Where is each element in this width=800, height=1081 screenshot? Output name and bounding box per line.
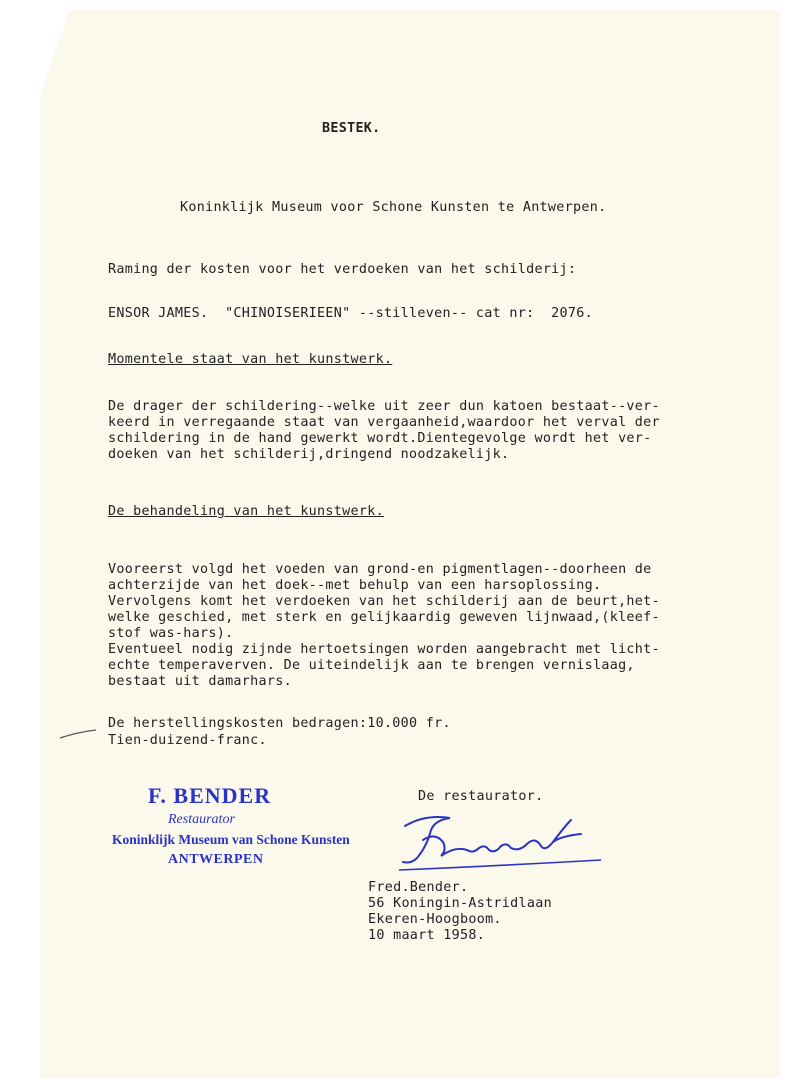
section2-line: welke geschied, met sterk en gelijkaardig geweven lijnwaad,(kleef- <box>108 610 660 625</box>
cost-line: De herstellingskosten bedragen:10.000 fr. <box>108 716 451 731</box>
section1-line: De drager der schildering--welke uit zeer dun katoen bestaat--ver- <box>108 399 660 414</box>
signature-image <box>395 806 605 876</box>
section2-line: bestaat uit damarhars. <box>108 674 292 689</box>
section2-line: Eventueel nodig zijnde hertoetsingen worden aangebracht met licht- <box>108 642 660 657</box>
artwork-line: ENSOR JAMES. "CHINOISERIEEN" --stilleven-- cat nr: 2076. <box>108 306 593 321</box>
section1-heading: Momentele staat van het kunstwerk. <box>108 352 393 367</box>
signoff: De restaurator. <box>418 789 544 804</box>
stamp-city: ANTWERPEN <box>168 852 264 867</box>
stamp-name: F. BENDER <box>148 783 272 808</box>
document-title: BESTEK. <box>322 121 381 136</box>
section1-line: schildering in de hand gewerkt wordt.Dientegevolge wordt het ver- <box>108 431 652 446</box>
section1-line: keerd in verregaande staat van vergaanheid,waardoor het verval der <box>108 415 660 430</box>
address-line: Ekeren-Hoogboom. <box>368 912 502 927</box>
section2-line: Vooreerst volgd het voeden van grond-en pigmentlagen--doorheen de <box>108 562 652 577</box>
estimate-line: Raming der kosten voor het verdoeken van het schilderij: <box>108 262 577 277</box>
section2-line: achterzijde van het doek--met behulp van een harsoplossing. <box>108 578 602 593</box>
stamp-museum: Koninklijk Museum van Schone Kunsten <box>112 832 350 847</box>
section2-heading: De behandeling van het kunstwerk. <box>108 504 384 519</box>
address-line: Fred.Bender. <box>368 880 469 895</box>
margin-pencil-mark <box>58 728 98 740</box>
date-line: 10 maart 1958. <box>368 928 486 943</box>
institution-line: Koninklijk Museum voor Schone Kunsten te Antwerpen. <box>180 200 607 215</box>
section2-line: Vervolgens komt het verdoeken van het schilderij aan de beurt,het- <box>108 594 660 609</box>
section2-line: stof was-hars). <box>108 626 234 641</box>
address-line: 56 Koningin-Astridlaan <box>368 896 552 911</box>
section2-line: echte temperaverven. De uiteindelijk aan te brengen vernislaag, <box>108 658 635 673</box>
section1-line: doeken van het schilderij,dringend noodzakelijk. <box>108 447 510 462</box>
cost-words: Tien-duizend-franc. <box>108 733 267 748</box>
stamp-role: Restaurator <box>168 812 235 827</box>
